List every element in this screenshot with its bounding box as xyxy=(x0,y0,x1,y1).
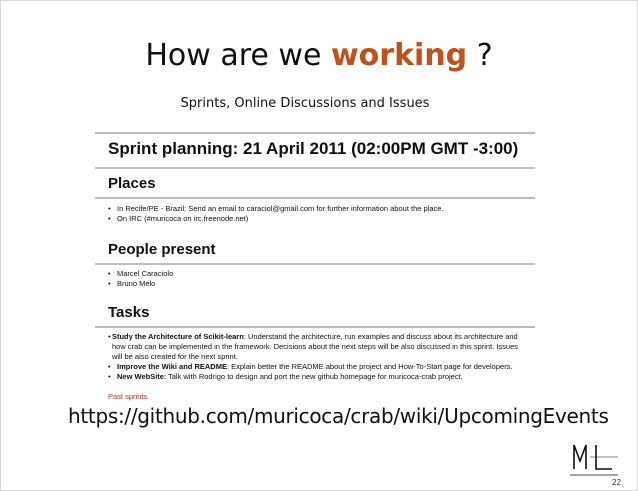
title-suffix: ? xyxy=(476,38,493,73)
people-list xyxy=(108,269,528,289)
tasks-list xyxy=(108,332,528,382)
list-item: • Improve the Wiki and README: Explain better the README about the project and How-To-Start page for developers. xyxy=(108,362,513,371)
tasks-heading: Tasks xyxy=(108,304,150,321)
list-item: • Marcel Caraciolo xyxy=(108,269,174,278)
title-prefix: How are we xyxy=(145,38,322,73)
muricoca-logo xyxy=(568,435,620,479)
wiki-url: https://github.com/muricoca/crab/wiki/UpcomingEvents xyxy=(68,404,609,428)
past-sprints-link[interactable]: Past sprints xyxy=(108,392,148,401)
list-item: • In Recife/PE - Brazil: Send an email to caraciol@gmail.com for further information about the place. xyxy=(108,204,444,213)
list-item: • On IRC (#muricoca on irc.freenode.net) xyxy=(108,214,249,223)
page-number: 22 xyxy=(612,478,621,487)
list-item: • Bruno Melo xyxy=(108,279,156,288)
divider xyxy=(95,167,535,169)
places-list xyxy=(108,204,528,224)
divider xyxy=(95,132,535,134)
wiki-screenshot xyxy=(95,127,535,405)
sprint-heading: Sprint planning: 21 April 2011 (02:00PM GMT -3:00) xyxy=(108,139,519,158)
title-highlight: working xyxy=(330,38,468,73)
slide-subtitle: Sprints, Online Discussions and Issues xyxy=(180,96,430,111)
divider xyxy=(95,326,535,328)
list-item: • New WebSite: Talk with Rodrigo to design and port the new github homepage for muricoca-crab project. xyxy=(108,372,463,381)
people-heading: People present xyxy=(108,241,216,258)
divider xyxy=(95,197,535,199)
slide-title xyxy=(0,38,638,73)
places-heading: Places xyxy=(108,175,156,192)
divider xyxy=(95,263,535,265)
list-item: • Study the Architecture of Scikit-learn: Understand the architecture, run examples and discuss about its architecture and how crab can be implemented in the framework. Decisions about the next steps will be also discussed in this sprint. Issues will be also created for the next sprint. xyxy=(108,332,519,361)
